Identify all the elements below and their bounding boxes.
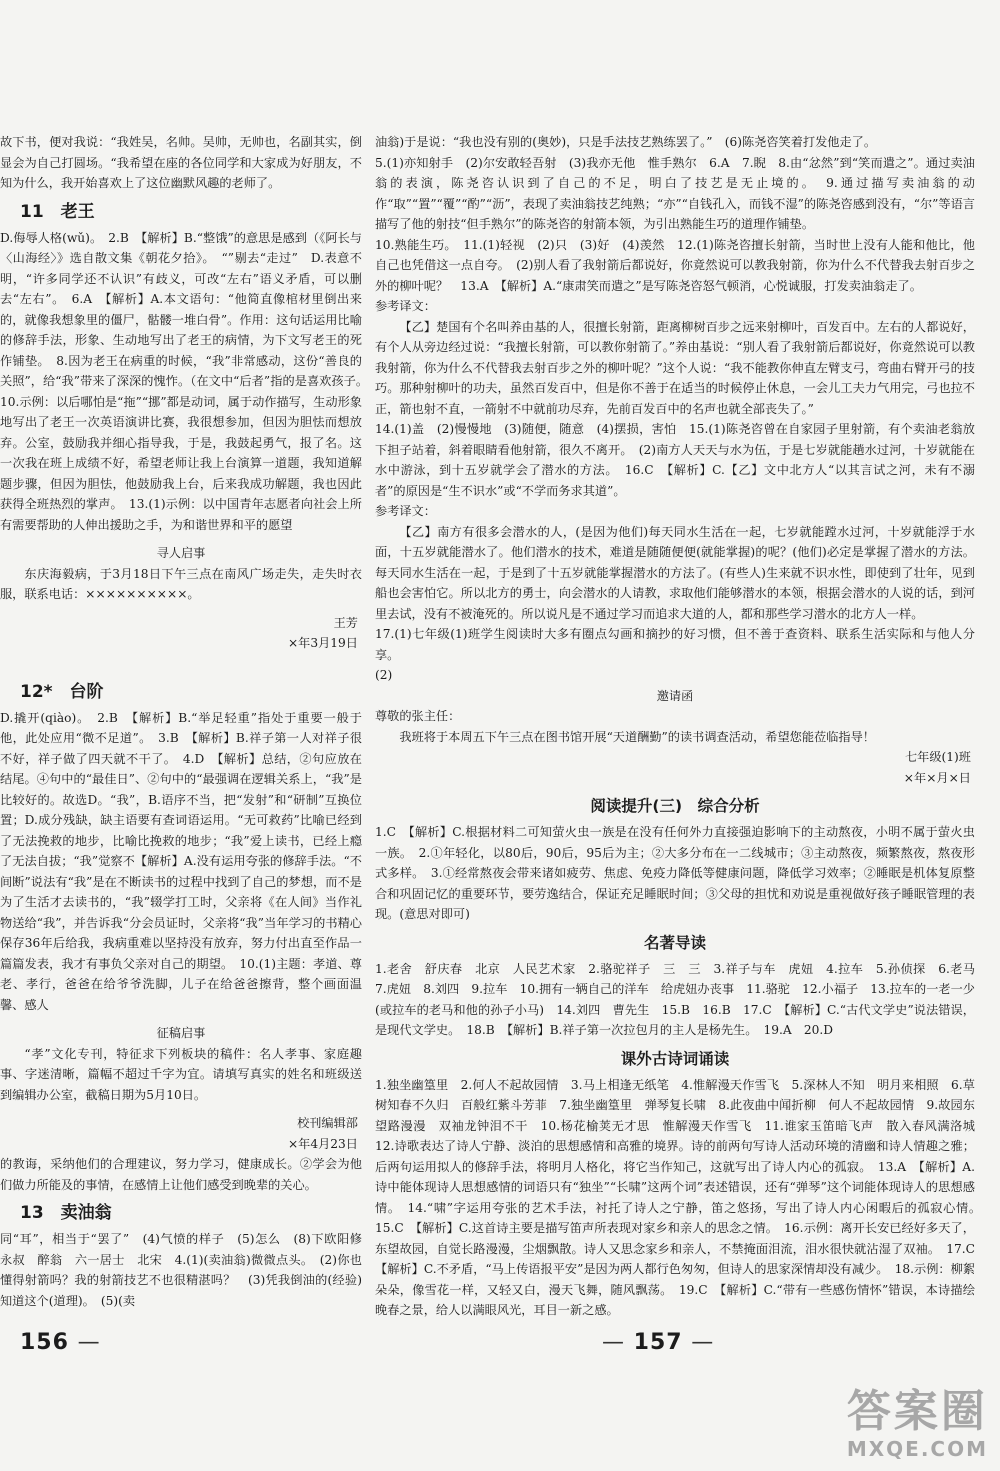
right-text-block-3: 10.熟能生巧。 11.(1)轻视 (2)只 (3)好 (4)羡然 12.(1)陈尧咨擅长射箭，当时世上没有人能和他比，他自己也凭借这一点自夸。 (2)别人看了我射箭后都说好，你竟然说可以教我射箭，你为什么不代替我去射百步之外的柳叶呢？ 13.A 【解析】A.“康肃笑而遣之”是写陈尧咨怒气顿消，心悦诚服，打发卖油翁走了。	[375, 237, 975, 293]
right-text-block-1: 油翁)于是说：“我也没有别的(奥妙)，只是手法技艺熟练罢了。” (6)陈尧咨笑着打发他走了。	[375, 135, 877, 149]
invitation-greeting: 尊敬的张主任：	[375, 709, 461, 723]
right-text-block-5b: (2)	[375, 668, 393, 682]
left-text-block-5: 同“耳”，相当于“罢了” (4)气愤的样子 (5)怎么 (8)下欧阳修 永叔 醉翁 六一居士 北宋 4.(1)(卖油翁)微微点头。 (2)你也懂得射箭吗？我的射箭技艺不也很精湛吗？ (3)凭我倒油的(经验)知道这个(道理)。 (5)(卖	[0, 1232, 375, 1308]
reference-translation-1: 【乙】楚国有个名叫养由基的人，很擅长射箭，距离柳树百步之远来射柳叶，百发百中。左右的人都说好，有个人从旁边经过说：“我擅长射箭，可以教你射箭了。”养由基说：“别人看了我射箭后都说好，你竟然说可以教我射箭，你为什么不代替我去射百步之外的柳叶呢？”这个人说：“我不能教你伸直左臂支弓，弯曲右臂开弓的技巧。那种射柳叶的功夫，虽然百发百中，但是你不善于在适当的时候停止休息，一会儿工夫力气用完，弓也拉不正，箭也射不直，一箭射不中就前功尽弃，先前百发百中的名声也就全部丧失了。”	[375, 319, 975, 416]
section-title-reading-improvement: 阅读提升(三) 综合分析	[590, 797, 760, 815]
left-text-block-4: 的教诲，采纳他们的合理建议，努力学习，健康成长。②学会为他们做力所能及的事情，在感情上让他们感受到晚辈的关心。	[0, 1157, 362, 1192]
call-for-papers-title: 征稿启事	[156, 1026, 206, 1040]
right-page-column	[375, 132, 988, 1321]
lesson-title-tai-jie: 12* 台阶	[20, 681, 104, 702]
reference-translation-label-1: 参考译文：	[375, 299, 436, 313]
missing-person-notice-signature: 王芳	[333, 615, 358, 630]
reference-translation-2: 【乙】南方有很多会潜水的人，(是因为他们)每天同水生活在一起，七岁就能蹚水过河，十岁就能浮于水面，十五岁就能潜水了。他们潜水的技术，难道是随随便便(就能掌握)的呢？(他们)必定是掌握了潜水的方法。每天同水生活在一起，于是到了十五岁就能掌握潜水的方法了。(有些人)生来就不识水性，即使到了壮年，见到船也会害怕它。所以北方的勇士，向会潜水的人请教，求取他们能够潜水的本领，根据会潜水的人说的话，到河里去试，没有不被淹死的。所以说凡是不通过学习而追求大道的人，都和那些学习潜水的北方人一样。	[375, 524, 975, 621]
watermark-url: MXQE.COM	[846, 1437, 988, 1461]
left-text-block-1: 故下书，便对我说：“我姓吴，名帅。吴帅，无帅也，名副其实，倒显会为自己打圆场。“我希望在座的各位同学和大家成为好朋友，不知为什么，我开始喜欢上了这位幽默风趣的老师了。	[0, 135, 362, 190]
left-page-number: 156 —	[20, 1330, 101, 1355]
call-for-papers-signature: 校刊编辑部	[297, 1116, 358, 1130]
invitation-body: 我班将于本周五下午三点在图书馆开展“天道酬勤”的读书调查活动，希望您能莅临指导！	[399, 729, 875, 744]
right-text-block-4: 14.(1)盖 (2)慢慢地 (3)随便，随意 (4)摆损，害怕 15.(1)陈尧咨曾在自家园子里射箭，有个卖油老翁放下担子站着，斜着眼睛看他射箭，很久不离开。 (2)南方人天天与水为伍，于是七岁就能趟水过河，十岁就能在水中游泳，到十五岁就学会了潜水的方法。 16.C 【解析】C.【乙】文中北方人“以其言试之河，未有不溺者”的原因是“生不识水”或“不学而务求其道”。	[375, 422, 975, 498]
invitation-date: ×年×月×日	[903, 770, 971, 785]
right-page-number: — 157 —	[602, 1330, 715, 1355]
lesson-title-lao-wang: 11 老王	[20, 201, 95, 222]
right-text-block-8: 1.独坐幽篁里 2.何人不起故园情 3.马上相逢无纸笔 4.惟解漫天作雪飞 5.深林人不知 明月来相照 6.草树知春不久归 百般红紫斗芳菲 7.独坐幽篁里 弹琴复长啸 8.此夜曲中闻折柳 何人不起故园情 9.故园东望路漫漫 双袖龙钟泪不干 10.杨花榆荚无才思 惟解漫天作雪飞 11.谁家玉笛暗飞声 散入春风满洛城 12.诗歌表达了诗人宁静、淡泊的思想感情和高雅的境界。诗的前两句写诗人活动环境的清幽和诗人情趣之雅；后两句运用拟人的修辞手法，将明月人格化，将它当作知己，这就写出了诗人内心的孤寂。 13.A 【解析】A.诗中能体现诗人思想感情的词语只有“独坐”“长啸”这两个词”表述错误，还有“弹琴”这个词能体现诗人的思想感情。 14.“啸”字运用夸张的艺术手法，衬托了诗人之宁静，笛之悠扬，写出了诗人内心闲暇后的孤寂心情。 15.C 【解析】C.这首诗主要是描写笛声所表现对家乡和亲人的思念之情。 16.示例：离开长安已经好多天了，东望故园，自觉长路漫漫，尘烟飘散。诗人又思念家乡和亲人，不禁掩面泪流，泪水很快就沾湿了双袖。 17.C 【解析】C.不矛盾，“马上传语报平安”是因为两人都行色匆匆，但诗人的思家深情却没有减少。 18.示例：柳絮朵朵，像雪花一样，又轻又白，漫天飞舞，随风飘荡。 19.C 【解析】C.“带有一些感伤情怀”错误，本诗描绘晚春之景，给人以满眼风光，耳目一新之感。	[375, 1077, 988, 1317]
missing-person-notice-date: ×年3月19日	[287, 636, 358, 650]
site-watermark	[847, 1387, 988, 1461]
invitation-title: 邀请函	[656, 688, 694, 703]
call-for-papers-body: “孝”文化专刊，特征求下列板块的稿件：名人孝事、家庭趣事、字迷清晰，篇幅不超过千字为宜。请填写真实的姓名和班级送到编辑办公室，截稿日期为5月10日。	[0, 1046, 362, 1102]
missing-person-notice-body: 东庆海毅病，于3月18日下午三点在南风广场走失，走失时衣服，联系电话：××××××××××。	[0, 566, 362, 601]
right-text-block-5: 17.(1)七年级(1)班学生阅读时大多有圈点勾画和摘抄的好习惯，但不善于查资料、联系生活实际和与他人分享。	[375, 627, 975, 662]
section-title-classical-poetry: 课外古诗词诵读	[620, 1049, 730, 1068]
right-text-block-7: 1.老舍 舒庆春 北京 人民艺术家 2.骆驼祥子 三 三 3.祥子与车 虎妞 4.拉车 5.孙侦探 6.老马 7.虎妞 8.刘四 9.拉车 10.拥有一辆自己的洋车 给虎妞办丧事 11.骆驼 12.小福子 13.拉车的一老一少(或拉车的老马和他的孙子小马) 14.刘四 曹先生 15.B 16.B 17.C 【解析】C.“古代文学史”说法错误，是现代文学史。 18.B 【解析】B.祥子第一次拉包月的主人是杨先生。 19.A 20.D	[375, 961, 988, 1037]
right-text-block-2: 5.(1)亦知射手 (2)尔安敢轻吾射 (3)我亦无他 惟手熟尔 6.A 7.睨 8.由“忿然”到“笑而遣之”。通过卖油翁的表演，陈尧咨认识到了自己的不足，明白了技艺是无止境的。 9.通过描写卖油翁的动作“取”“置”“覆”“酌”“沥”，表现了卖油翁技艺纯熟；“亦”“自钱孔入，而钱不湿”的陈尧咨感到没有，“尔”等语言描写了他的射技“但手熟尔”的陈尧咨的射箭本领，为引出熟能生巧的道理作铺垫。	[375, 155, 975, 231]
lesson-title-mai-you-weng: 13 卖油翁	[20, 1203, 112, 1223]
missing-person-notice-title: 寻人启事	[156, 546, 206, 560]
left-text-block-3: D.撬开(qiào)。 2.B 【解析】B.“举足轻重”指处于重要一般于他，此处应用“微不足道”。 3.B 【解析】B.祥子第一人对祥子很不好，祥子做了四天就不干了。 4.D 【解析】总结，②句应放在结尾。④句中的“最佳日”、②句中的“最强调在逻辑关系上，“我”是比较好的。故选D。“我”，B.语序不当，把“发射”和“研制”互换位置；D.成分残缺，缺主语要有查词语运用。“无可救药”比喻已经到了无法挽救的地步，比喻比挽救的地步；“我”爱上读书，已经上瘾了无法自拔；“我”觉察不【解析】A.没有运用夸张的修辞手法。“不间断”说法有“我”是在不断读书的过程中找到了自己的梦想，而不是为了生活才去读书的，“我”辍学打工时，父亲将《在人间》当作礼物送给“我”，并告诉我“分会员证时，父亲将“我”当年学习的书精心保存36年后给我，我病重难以坚持没有放弃，努力付出直至作品一篇篇发表，我才有事负父亲对自己的期望。 10.(1)主题：孝道、尊老、孝行，爸爸在给爷爷洗脚，儿子在给爸爸擦背，整个画面温馨、感人	[0, 710, 362, 1012]
right-text-block-6: 1.C 【解析】C.根据材料二可知萤火虫一族是在没有任何外力直接强迫影响下的主动熬夜，小明不属于萤火虫一族。 2.①年轻化，以80后，90后，95后为主；②大多分布在一二线城市；③主动熬夜，频繁熬夜，熬夜形式多样。 3.①经常熬夜会带来诸如疲劳、焦虑、免疫力降低等健康问题，降低学习效率；②睡眠是机体复原整合和巩固记忆的重要环节，要劳逸结合，保证充足睡眠时间；③父母的担忧和劝说是重视做好孩子睡眠管理的表现。(意思对即可)	[375, 825, 975, 921]
invitation-signature: 七年级(1)班	[904, 750, 971, 764]
left-page-column	[0, 132, 375, 1311]
reference-translation-label-2: 参考译文：	[375, 504, 436, 518]
section-title-classics-guide: 名著导读	[643, 933, 706, 952]
left-text-block-2: D.侮辱人格(wǔ)。 2.B 【解析】B.“整饿”的意思是感到（《阿长与〈山海经〉》选自散文集《朝花夕拾》。 “”剔去“走过” D.表意不明，“许多同学还不认识”有歧义，可改“左右”语义矛盾，可以删去“左右”。 6.A 【解析】A.本文语句：“他简直像棺材里倒出来的，就像我想象里的僵尸，骷髅一堆白骨”。作用：这句话运用比喻的修辞手法，形象、生动地写出了老王的病情，为下文写老王的死作铺垫。 8.因为老王在病重的时候，“我”非常感动，这份“善良的关照”，给“我”带来了深深的愧怍。（在文中“后者”指的是喜欢孩子。 10.示例：以后哪怕是“拖”“挪”都是动词，属于动作描写，生动形象地写出了老王一次英语演讲比赛，我很想参加，但因为胆怯而想放弃。公室，鼓励我并细心指导我，于是，我鼓起勇气，报了名。这一次我在班上成绩不好，希望老师让我上台演算一道题，我知道解题步骤，但因为胆怯，他鼓励我上台，后来我成功解题，我也因此获得全班热烈的掌声。 13.(1)示例：以中国青年志愿者向社会上所有需要帮助的人伸出援助之手，为和谐世界和平的愿望	[0, 230, 375, 532]
call-for-papers-date: ×年4月23日	[287, 1136, 358, 1151]
watermark-logo-text: 答案圈	[846, 1386, 988, 1437]
